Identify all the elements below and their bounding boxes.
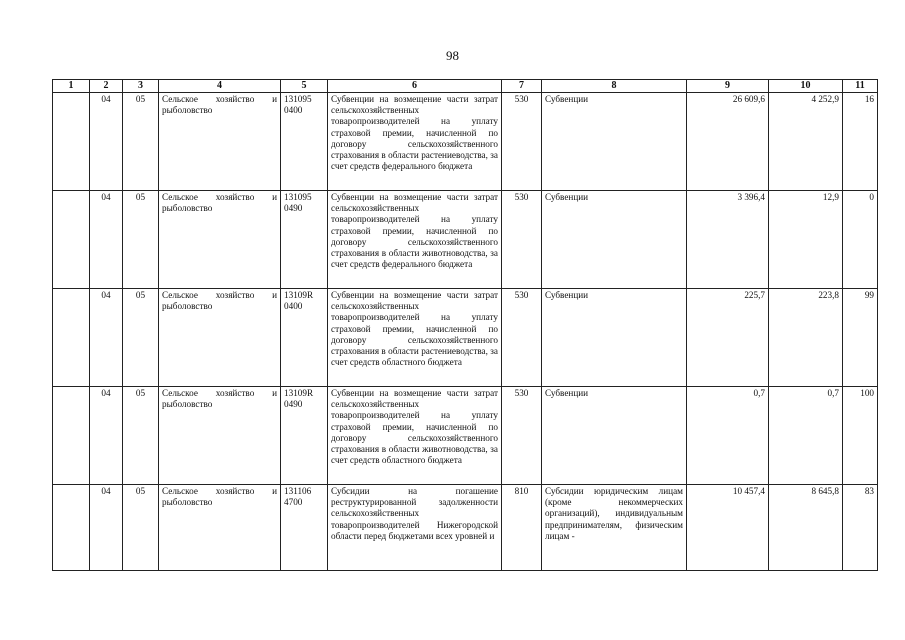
target-code-part1: 131106 bbox=[284, 486, 312, 496]
header-col-1: 1 bbox=[53, 80, 90, 93]
header-col-10: 10 bbox=[769, 80, 843, 93]
cell-section-name: Сельское хозяйство и рыболовство bbox=[159, 289, 281, 387]
cell-expense-type: 530 bbox=[502, 191, 542, 289]
cell-subsection: 05 bbox=[123, 289, 159, 387]
cell-col1 bbox=[53, 93, 90, 191]
cell-percent: 100 bbox=[843, 387, 878, 485]
target-code-part1: 13109R bbox=[284, 388, 314, 398]
cell-expense-name: Субвенции bbox=[542, 387, 687, 485]
cell-plan: 225,7 bbox=[687, 289, 769, 387]
header-col-9: 9 bbox=[687, 80, 769, 93]
cell-plan: 3 396,4 bbox=[687, 191, 769, 289]
cell-section-name: Сельское хозяйство и рыболовство bbox=[159, 485, 281, 571]
cell-actual: 223,8 bbox=[769, 289, 843, 387]
cell-target-code bbox=[281, 93, 328, 191]
cell-subsection: 05 bbox=[123, 93, 159, 191]
header-col-5: 5 bbox=[281, 80, 328, 93]
cell-expense-name: Субвенции bbox=[542, 289, 687, 387]
cell-col1 bbox=[53, 387, 90, 485]
cell-actual: 0,7 bbox=[769, 387, 843, 485]
target-code-part1: 13109R bbox=[284, 290, 314, 300]
cell-expense-type: 530 bbox=[502, 93, 542, 191]
header-col-8: 8 bbox=[542, 80, 687, 93]
header-col-7: 7 bbox=[502, 80, 542, 93]
target-code-part2: 0400 bbox=[284, 301, 303, 312]
cell-col1 bbox=[53, 289, 90, 387]
cell-plan: 10 457,4 bbox=[687, 485, 769, 571]
cell-target-code bbox=[281, 387, 328, 485]
table-row bbox=[53, 191, 878, 289]
cell-col1 bbox=[53, 191, 90, 289]
budget-table bbox=[52, 79, 878, 571]
cell-section: 04 bbox=[90, 387, 123, 485]
cell-actual: 4 252,9 bbox=[769, 93, 843, 191]
cell-section: 04 bbox=[90, 191, 123, 289]
cell-section: 04 bbox=[90, 485, 123, 571]
cell-actual: 12,9 bbox=[769, 191, 843, 289]
cell-percent: 99 bbox=[843, 289, 878, 387]
cell-section-name: Сельское хозяйство и рыболовство bbox=[159, 93, 281, 191]
cell-percent: 16 bbox=[843, 93, 878, 191]
table-row bbox=[53, 93, 878, 191]
cell-expense-type: 530 bbox=[502, 289, 542, 387]
cell-target-code bbox=[281, 289, 328, 387]
cell-section: 04 bbox=[90, 289, 123, 387]
page-number: 98 bbox=[446, 48, 459, 63]
cell-section: 04 bbox=[90, 93, 123, 191]
cell-expense-type: 530 bbox=[502, 387, 542, 485]
cell-expense-name: Субсидии юридическим лицам (кроме некоммерческих организаций), индивидуальным предпринимателям, физическим лицам - bbox=[542, 485, 687, 571]
cell-description: Субвенции на возмещение части затрат сельскохозяйственных товаропроизводителей на уплату страховой премии, начисленной по договору сельскохозяйственного страхования в области растениеводства, за счет средств областного бюджета bbox=[328, 289, 502, 387]
cell-description: Субвенции на возмещение части затрат сельскохозяйственных товаропроизводителей на уплату страховой премии, начисленной по договору сельскохозяйственного страхования в области животноводства, за счет средств федерального бюджета bbox=[328, 191, 502, 289]
cell-actual: 8 645,8 bbox=[769, 485, 843, 571]
target-code-part1: 131095 bbox=[284, 192, 312, 202]
header-row bbox=[53, 80, 878, 93]
header-col-3: 3 bbox=[123, 80, 159, 93]
cell-description: Субвенции на возмещение части затрат сельскохозяйственных товаропроизводителей на уплату страховой премии, начисленной по договору сельскохозяйственного страхования в области растениеводства, за счет средств федерального бюджета bbox=[328, 93, 502, 191]
cell-col1 bbox=[53, 485, 90, 571]
cell-description: Субсидии на погашение реструктурированной задолженности сельскохозяйственных товаропроизводителей Нижегородской области перед бюджетами всех уровней и bbox=[328, 485, 502, 571]
cell-expense-type: 810 bbox=[502, 485, 542, 571]
header-col-2: 2 bbox=[90, 80, 123, 93]
cell-percent: 83 bbox=[843, 485, 878, 571]
header-col-4: 4 bbox=[159, 80, 281, 93]
table-row bbox=[53, 387, 878, 485]
target-code-part1: 131095 bbox=[284, 94, 312, 104]
header-col-11: 11 bbox=[843, 80, 878, 93]
table-row bbox=[53, 289, 878, 387]
cell-expense-name: Субвенции bbox=[542, 191, 687, 289]
header-col-6: 6 bbox=[328, 80, 502, 93]
cell-subsection: 05 bbox=[123, 387, 159, 485]
target-code-part2: 4700 bbox=[284, 497, 303, 508]
target-code-part2: 0490 bbox=[284, 203, 303, 214]
cell-section-name: Сельское хозяйство и рыболовство bbox=[159, 387, 281, 485]
cell-plan: 0,7 bbox=[687, 387, 769, 485]
cell-subsection: 05 bbox=[123, 485, 159, 571]
cell-target-code bbox=[281, 485, 328, 571]
cell-plan: 26 609,6 bbox=[687, 93, 769, 191]
cell-target-code bbox=[281, 191, 328, 289]
cell-description: Субвенции на возмещение части затрат сельскохозяйственных товаропроизводителей на уплату страховой премии, начисленной по договору сельскохозяйственного страхования в области животноводства, за счет средств областного бюджета bbox=[328, 387, 502, 485]
target-code-part2: 0400 bbox=[284, 105, 303, 116]
target-code-part2: 0490 bbox=[284, 399, 303, 410]
cell-expense-name: Субвенции bbox=[542, 93, 687, 191]
cell-percent: 0 bbox=[843, 191, 878, 289]
cell-subsection: 05 bbox=[123, 191, 159, 289]
table-row bbox=[53, 485, 878, 571]
cell-section-name: Сельское хозяйство и рыболовство bbox=[159, 191, 281, 289]
